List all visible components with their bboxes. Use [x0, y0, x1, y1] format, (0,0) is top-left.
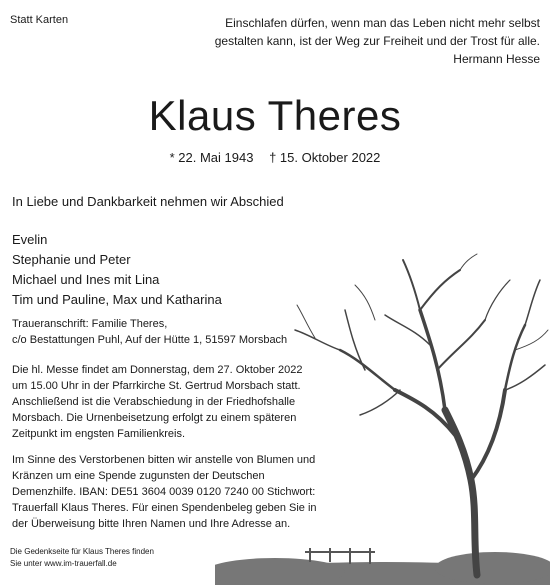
footer-line: Die Gedenkseite für Klaus Theres finden [10, 547, 154, 556]
donation-line: Demenzhilfe. IBAN: DE51 3604 0039 0120 7240 00 Stichwort: [12, 486, 316, 498]
family-list [12, 230, 222, 310]
life-dates [0, 150, 550, 165]
service-line: um 15.00 Uhr in der Pfarrkirche St. Gertrud Morsbach statt. [12, 380, 301, 392]
farewell-intro: In Liebe und Dankbarkeit nehmen wir Abschied [12, 194, 284, 209]
donation-line: Trauerfall Klaus Theres. Für einen Spendenbeleg geben Sie in [12, 502, 317, 514]
address-line: Traueranschrift: Familie Theres, [12, 318, 168, 330]
footer-line: Sie unter www.im-trauerfall.de [10, 559, 117, 568]
donation-line: Kränzen um eine Spende zugunsten der Deutschen [12, 470, 265, 482]
quote-author: Hermann Hesse [453, 52, 540, 66]
death-date: † 15. Oktober 2022 [269, 150, 381, 165]
family-member: Stephanie und Peter [12, 252, 131, 267]
service-info [12, 362, 302, 442]
donation-line: Im Sinne des Verstorbenen bitten wir anstelle von Blumen und [12, 454, 316, 466]
service-line: Morsbach. Die Urnenbeisetzung erfolgt zu einem späteren [12, 412, 297, 424]
donation-line: der Überweisung bitte Ihren Namen und Ihre Adresse an. [12, 518, 291, 530]
service-line: Anschließend ist die Verabschiedung in der Friedhofshalle [12, 396, 296, 408]
service-line: Die hl. Messe findet am Donnerstag, dem 27. Oktober 2022 [12, 364, 303, 376]
deceased-name: Klaus Theres [148, 92, 402, 139]
memorial-page-note [10, 546, 154, 570]
birth-date: * 22. Mai 1943 [169, 150, 254, 165]
service-line: Zeitpunkt im engsten Familienkreis. [12, 428, 186, 440]
family-member: Evelin [12, 232, 48, 247]
family-member: Michael und Ines mit Lina [12, 272, 160, 287]
mourning-address [12, 316, 287, 348]
header-note: Statt Karten [10, 14, 69, 26]
quote [200, 14, 540, 68]
quote-line: gestalten kann, ist der Weg zur Freiheit und der Trost für alle. [214, 34, 540, 48]
address-line: c/o Bestattungen Puhl, Auf der Hütte 1, 51597 Morsbach [12, 334, 288, 346]
donation-info [12, 452, 317, 532]
quote-line: Einschlafen dürfen, wenn man das Leben nicht mehr selbst [225, 16, 540, 30]
family-member: Tim und Pauline, Max und Katharina [12, 292, 222, 307]
